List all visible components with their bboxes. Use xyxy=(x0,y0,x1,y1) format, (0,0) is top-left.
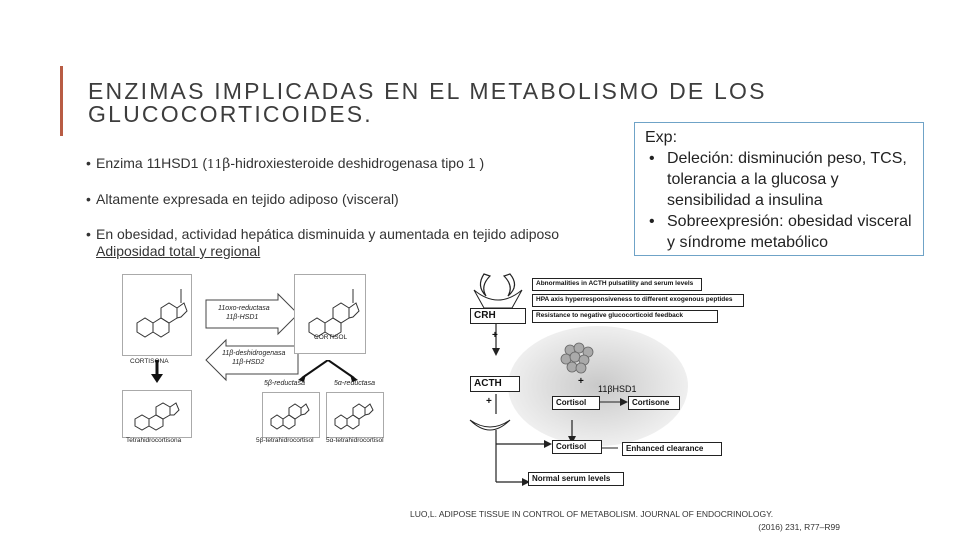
bullet-expression: • Altamente expresada en tejido adiposo (visceral) xyxy=(86,191,646,208)
note-hpa-hyperresponsiveness: HPA axis hyperresponsiveness to different exogenous peptides xyxy=(532,294,744,307)
tetrahydrocortisone-molecule-icon xyxy=(123,391,189,435)
enzyme-label: 11βHSD1 xyxy=(598,384,637,394)
slide-title xyxy=(88,80,768,126)
split-arrows-icon xyxy=(288,360,368,382)
bullet-enzyme-text: Enzima 11HSD1 ( xyxy=(96,155,208,171)
enhanced-clearance-box: Enhanced clearance xyxy=(622,442,722,456)
exp-heading: Exp: xyxy=(645,129,678,146)
reductase-label-1: 11oxo-reductasa xyxy=(218,305,270,312)
5b-tetrahydrocortisol-label: 5β-tetrahidrocortisol xyxy=(256,437,314,444)
plus-sign-1: + xyxy=(492,330,498,341)
plus-sign-2: + xyxy=(486,396,492,407)
5a-tetrahydrocortisol-structure xyxy=(326,392,384,438)
reductase-5b-label: 5β-reductasa xyxy=(264,380,305,387)
citation xyxy=(410,508,840,534)
title-line-2: GLUCOCORTICOIDES. xyxy=(88,101,373,127)
plus-sign-3: + xyxy=(578,376,584,387)
note-resistance-feedback: Resistance to negative glucocorticoid feedback xyxy=(532,310,718,323)
dehydrogenase-label-1: 11β-deshidrogenasa xyxy=(222,350,286,357)
5b-molecule-icon xyxy=(263,393,317,435)
hpa-axis-figure xyxy=(448,268,748,490)
cortisona-label: CORTISONA xyxy=(130,358,169,365)
cortisone-molecule-icon xyxy=(123,275,189,353)
bullet-enzyme xyxy=(86,155,646,173)
normal-serum-box: Normal serum levels xyxy=(528,472,624,486)
bullet-enzyme-suffix: -hidroxiesteroide deshidrogenasa tipo 1 ) xyxy=(230,155,485,171)
cortisol-label: CORTISOL xyxy=(314,334,348,341)
bullet-obesity xyxy=(86,226,646,260)
cortisone-structure xyxy=(122,274,192,356)
bullet-obesity-text: En obesidad, actividad hepática disminuida y aumentada en tejido adiposo xyxy=(96,226,560,242)
5a-tetrahydrocortisol-label: 5α-tetrahidrocortisol xyxy=(326,437,384,444)
adiposity-link[interactable]: Adiposidad total y regional xyxy=(96,243,261,259)
cortisol-outer-box: Cortisol xyxy=(552,440,602,454)
tetrahydrocortisone-structure xyxy=(122,390,192,438)
reductase-5a-label: 5α-reductasa xyxy=(334,380,375,387)
down-arrow-icon xyxy=(150,360,164,384)
cortisol-inner-box: Cortisol xyxy=(552,396,600,410)
acth-box: ACTH xyxy=(470,376,520,392)
steroid-conversion-figure xyxy=(122,272,442,448)
5b-tetrahydrocortisol-structure xyxy=(262,392,320,438)
5a-molecule-icon xyxy=(327,393,381,435)
cortisol-structure xyxy=(294,274,366,354)
experiment-box xyxy=(634,122,924,256)
note-acth-abnormalities: Abnormalities in ACTH pulsatility and serum levels xyxy=(532,278,702,291)
exp-item-deletion: • Deleción: disminución peso, TCS, tolerancia a la glucosa y sensibilidad a insulina xyxy=(645,148,923,211)
tetrahydrocortisone-label: Tetrahidrocortisona xyxy=(126,437,182,444)
citation-line-1: LUO,L. ADIPOSE TISSUE IN CONTROL OF METABOLISM. JOURNAL OF ENDOCRINOLOGY. xyxy=(410,509,774,519)
title-line-1: ENZIMAS IMPLICADAS EN EL METABOLISMO DE LOS xyxy=(88,78,767,104)
exp-item-overexpression: • Sobreexpresión: obesidad visceral y síndrome metabólico xyxy=(645,211,923,253)
dehydrogenase-label-2: 11β-HSD2 xyxy=(232,359,265,366)
citation-line-2: (2016) 231, R77–R99 xyxy=(758,522,840,532)
beta-symbol: β xyxy=(222,156,231,172)
reductase-label-2: 11β-HSD1 xyxy=(226,314,259,321)
cortisone-inner-box: Cortisone xyxy=(628,396,680,410)
crh-box: CRH xyxy=(470,308,526,324)
title-accent-bar xyxy=(60,66,63,136)
bullet-enzyme-number: 11 xyxy=(207,157,223,171)
bullet-list xyxy=(86,155,646,278)
